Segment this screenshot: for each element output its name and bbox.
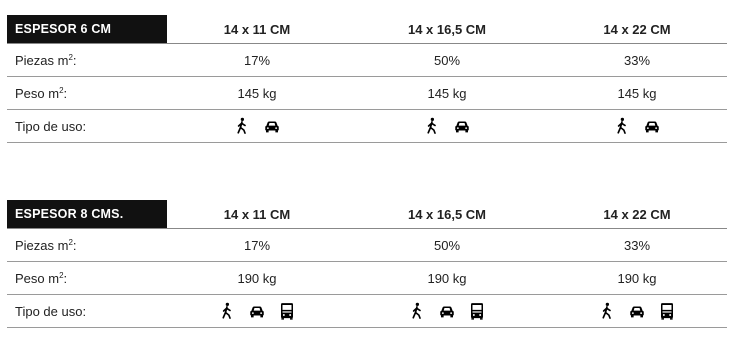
pedestrian-icon [233,117,251,135]
truck-icon [278,302,296,320]
usage-icons-cell [167,295,347,328]
piezas-value: 33% [547,44,727,77]
car-icon [248,302,266,320]
car-icon [628,302,646,320]
peso-value: 145 kg [347,77,547,110]
peso-value: 145 kg [547,77,727,110]
size-header: 14 x 16,5 CM [347,15,547,44]
car-icon [643,117,661,135]
table-row [7,44,727,77]
usage-icons-cell [347,110,547,143]
car-icon [438,302,456,320]
pedestrian-icon [613,117,631,135]
pedestrian-icon [598,302,616,320]
peso-value: 190 kg [347,262,547,295]
thickness-label: ESPESOR 6 CM [7,15,167,44]
pedestrian-icon [408,302,426,320]
table-row [7,295,727,328]
truck-icon [468,302,486,320]
piezas-value: 33% [547,229,727,262]
size-header: 14 x 11 CM [167,15,347,44]
table-row [7,229,727,262]
size-header: 14 x 16,5 CM [347,200,547,229]
size-header: 14 x 11 CM [167,200,347,229]
row-label-peso: Peso $m^2$: [7,262,167,295]
row-label-uso: Tipo de uso: [7,110,167,143]
car-icon [453,117,471,135]
usage-icons-cell [347,295,547,328]
table-header-row [7,200,727,229]
usage-icons-cell [547,295,727,328]
row-label-piezas: Piezas $m^2$: [7,44,167,77]
piezas-value: 50% [347,229,547,262]
peso-value: 145 kg [167,77,347,110]
peso-value: 190 kg [167,262,347,295]
usage-icons-cell [547,110,727,143]
car-icon [263,117,281,135]
peso-value: 190 kg [547,262,727,295]
piezas-value: 17% [167,44,347,77]
spec-table-8cm [7,200,727,328]
pedestrian-icon [423,117,441,135]
table-header-row [7,15,727,44]
spec-table-6cm [7,15,727,143]
thickness-label: ESPESOR 8 CMS. [7,200,167,229]
size-header: 14 x 22 CM [547,200,727,229]
usage-icons-cell [167,110,347,143]
table-row [7,262,727,295]
size-header: 14 x 22 CM [547,15,727,44]
row-label-peso: Peso $m^2$: [7,77,167,110]
row-label-piezas: Piezas $m^2$: [7,229,167,262]
truck-icon [658,302,676,320]
piezas-value: 50% [347,44,547,77]
table-row [7,77,727,110]
pedestrian-icon [218,302,236,320]
piezas-value: 17% [167,229,347,262]
table-row [7,110,727,143]
row-label-uso: Tipo de uso: [7,295,167,328]
